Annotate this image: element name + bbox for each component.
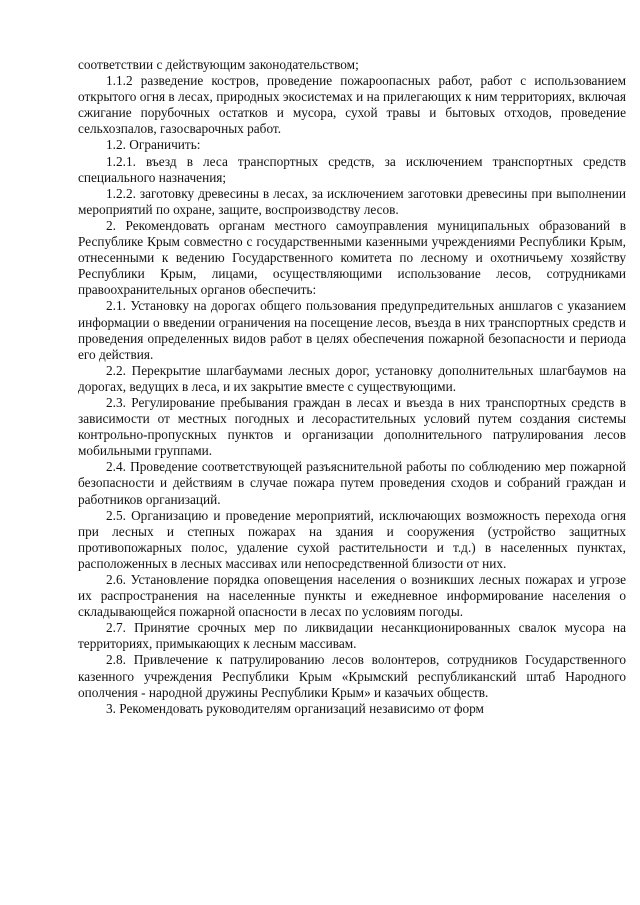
document-body [78,57,626,717]
paragraph-1-2: 1.2. Ограничить: [106,137,201,153]
paragraph-2-3: 2.3. Регулирование пребывания граждан в лесах и въезда в них транспортных средств в зависимости от местных погодных и лесорастительных условий путем создания системы контрольно-пропускных пунктов и организации дополнительного патрулирования лесов мобильными группами. [78,394,626,459]
paragraph-2: 2. Рекомендовать органам местного самоуправления муниципальных образований в Республике Крым совместно с государственными казенными учреждениями Республики Крым, отнесенными к ведению Государственного комитета по лесному и охотничьему хозяйству Республики Крым, лицами, осуществляющими использование лесов, сотрудниками правоохранительных органов обеспечить: [78,217,626,298]
paragraph-1-2-1: 1.2.1. въезд в леса транспортных средств, за исключением транспортных средств специального назначения; [78,153,626,185]
paragraph-2-8: 2.8. Привлечение к патрулированию лесов волонтеров, сотрудников Государственного казенного учреждения Республики Крым «Крымский республиканский штаб Народного ополчения - народной дружины Республики Крым» и казачьих обществ. [78,652,626,700]
paragraph-1-2-2: 1.2.2. заготовку древесины в лесах, за исключением заготовки древесины при выполнении мероприятий по охране, защите, воспроизводству лесов. [78,185,626,217]
paragraph-2-7: 2.7. Принятие срочных мер по ликвидации несанкционированных свалок мусора на территориях, примыкающих к лесным массивам. [78,620,626,652]
paragraph-2-1: 2.1. Установку на дорогах общего пользования предупредительных аншлагов с указанием информации о введении ограничения на посещение лесов, въезда в них транспортных средств и проведения определенных видов работ в целях обеспечения пожарной безопасности и периода его действия. [78,298,626,362]
paragraph-continuation: соответствии с действующим законодательством; [78,57,359,72]
paragraph-2-6: 2.6. Установление порядка оповещения населения о возникших лесных пожарах и угрозе их распространения на населенные пункты и ежедневное информирование населения о складывающейся пожарной опасности в лесах по условиям погоды. [78,572,626,620]
paragraph-2-5: 2.5. Организацию и проведение мероприятий, исключающих возможность перехода огня при лесных и степных пожарах на здания и сооружения (устройство защитных противопожарных полос, удаление сухой растительности и т.д.) в населенных пунктах, расположенных в лесных массивах или непосредственной близости от них. [78,507,626,571]
paragraph-3: 3. Рекомендовать руководителям организаций независимо от форм [106,700,484,716]
paragraph-1-1-2: 1.1.2 разведение костров, проведение пожароопасных работ, работ с использованием открытого огня в лесах, природных экосистемах и на прилегающих к ним территориях, включая сжигание порубочных остатков и мусора, сухой травы и бытовых отходов, проведение сельхозпалов, газосварочных работ. [78,73,626,137]
paragraph-2-2: 2.2. Перекрытие шлагбаумами лесных дорог, установку дополнительных шлагбаумов на дорогах, ведущих в леса, и их закрытие вместе с существующими. [78,362,626,394]
paragraph-2-4: 2.4. Проведение соответствующей разъяснительной работы по соблюдению мер пожарной безопасности и действиям в случае пожара путем проведения сходов и собраний граждан и работников организаций. [78,459,626,507]
